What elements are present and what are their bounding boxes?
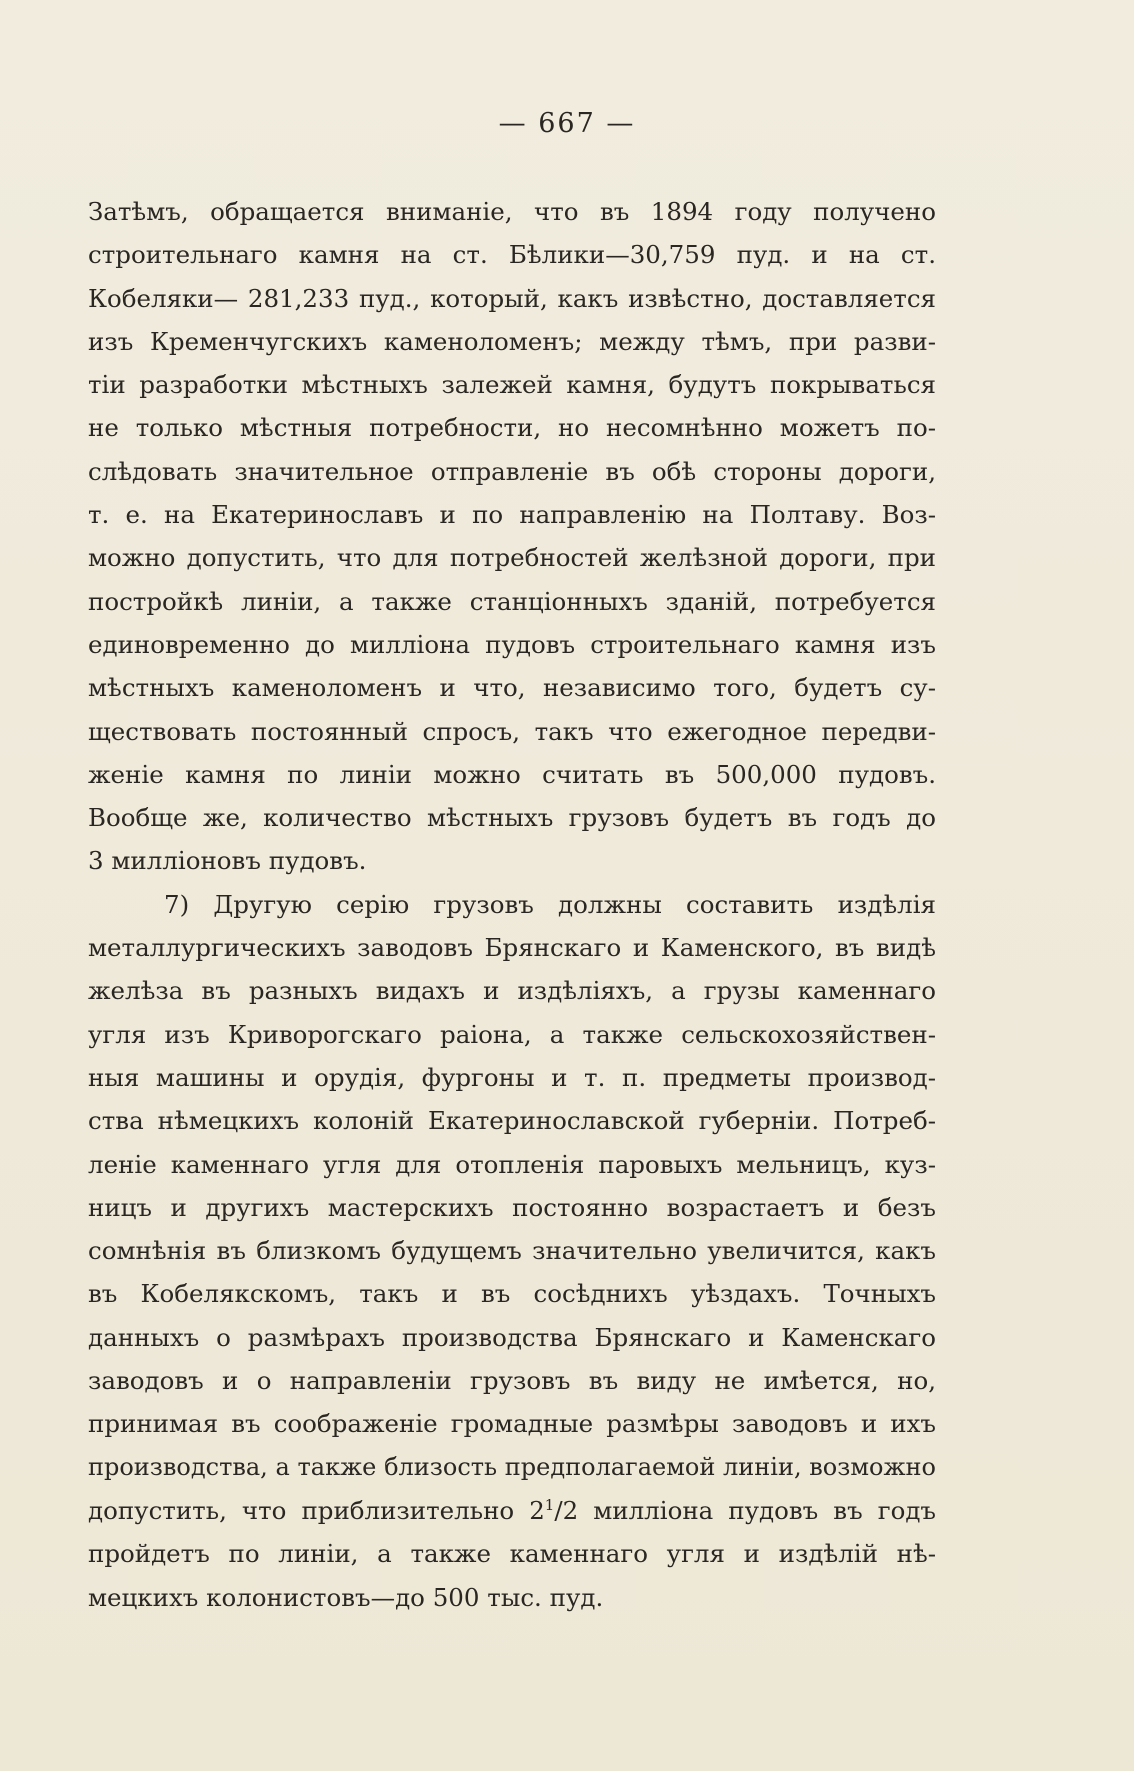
text-line: въ Кобелякскомъ, такъ и въ сосѣднихъ уѣздахъ. Точныхъ (88, 1279, 936, 1309)
text-line: Кобеляки— 281,233 пуд., который, какъ извѣстно, доставляется (88, 283, 936, 313)
text-line: строительнаго камня на ст. Бѣлики—30,759 пуд. и на ст. (88, 240, 936, 270)
text-line: леніе каменнаго угля для отопленія паровыхъ мельницъ, куз- (88, 1149, 936, 1179)
text-line: т. е. на Екатеринославъ и по направленію на Полтаву. Воз- (88, 500, 936, 530)
text-line: женіе камня по линіи можно считать въ 500,000 пудовъ. (88, 759, 936, 789)
paragraph-2-end (88, 1532, 936, 1619)
text-line: Вообще же, количество мѣстныхъ грузовъ будетъ въ годъ до (88, 803, 936, 833)
paragraph-1 (88, 190, 936, 883)
text-line: пройдетъ по линіи, а также каменнаго угля и издѣлій нѣ- (88, 1539, 936, 1569)
text-line: заводовъ и о направленіи грузовъ въ виду не имѣется, но, (88, 1366, 936, 1396)
text-line: ныя машины и орудія, фургоны и т. п. предметы производ- (88, 1062, 936, 1092)
fraction-line-after: милліона пудовъ въ годъ (578, 1495, 936, 1525)
fraction-line-before: допустить, что приблизительно 2 (88, 1495, 545, 1525)
fraction-numerator: 1 (544, 1495, 555, 1514)
text-line: металлургическихъ заводовъ Брянскаго и Каменского, въ видѣ (88, 933, 936, 963)
text-line: сомнѣнія въ близкомъ будущемъ значительно увеличится, какъ (88, 1236, 936, 1266)
text-line: мѣстныхъ каменоломенъ и что, независимо того, будетъ су- (88, 673, 936, 703)
text-line: можно допустить, что для потребностей желѣзной дороги, при (88, 543, 936, 573)
fraction-denominator: /2 (554, 1495, 579, 1525)
text-line: 3 милліоновъ пудовъ. (88, 846, 367, 876)
text-line: слѣдовать значительное отправленіе въ обѣ стороны дороги, (88, 456, 936, 486)
text-line: не только мѣстныя потребности, но несомнѣнно можетъ по- (88, 413, 936, 443)
text-line: ства нѣмецкихъ колоній Екатеринославской губерніи. Потреб- (88, 1106, 936, 1136)
text-line: постройкѣ линіи, а также станціонныхъ зданій, потребуется (88, 586, 936, 616)
text-line: данныхъ о размѣрахъ производства Брянскаго и Каменскаго (88, 1322, 936, 1352)
text-line: единовременно до милліона пудовъ строительнаго камня изъ (88, 629, 936, 659)
body-text (88, 190, 936, 1619)
text-line: желѣза въ разныхъ видахъ и издѣліяхъ, а грузы каменнаго (88, 976, 936, 1006)
text-line: угля изъ Криворогскаго раіона, а также сельскохозяйствен- (88, 1019, 936, 1049)
text-line: Затѣмъ, обращается вниманіе, что въ 1894 году получено (88, 197, 936, 226)
paragraph-2 (88, 883, 936, 1489)
page-number: — 667 — (498, 108, 636, 139)
text-line: производства, а также близость предполагаемой линіи, возможно (88, 1452, 936, 1481)
text-line: тіи разработки мѣстныхъ залежей камня, будутъ покрываться (88, 370, 936, 400)
text-line-fraction (88, 1489, 936, 1532)
text-line: ществовать постоянный спросъ, такъ что ежегодное передви- (88, 716, 936, 746)
text-line: принимая въ соображеніе громадные размѣры заводовъ и ихъ (88, 1409, 936, 1439)
text-line: изъ Кременчугскихъ каменоломенъ; между тѣмъ, при разви- (88, 326, 936, 356)
text-line: мецкихъ колонистовъ—до 500 тыс. пуд. (88, 1582, 604, 1612)
text-line: ницъ и другихъ мастерскихъ постоянно возрастаетъ и безъ (88, 1192, 936, 1222)
text-line: 7) Другую серію грузовъ должны составить издѣлія (164, 889, 936, 919)
